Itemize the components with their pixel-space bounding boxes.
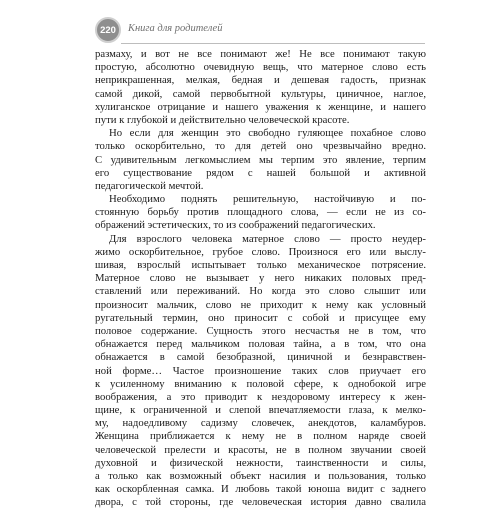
text-line: воображения, а это приводит к нездоровому интересу к жен- (95, 390, 426, 403)
text-line: С удивительным легкомыслием мы терпим это явление, терпим (95, 153, 426, 166)
text-line: как оскорбленная самка. И любовь такой юноша видит с заднего (95, 483, 426, 496)
body-text (95, 48, 426, 510)
text-line: шивая, взрослый испытывает только механическое потрясение. (95, 259, 426, 271)
text-line: стоянную борьбу против площадного слова, — если не из со- (95, 206, 426, 219)
text-line: Но если для женщин это свободно гуляющее похабное слово (109, 127, 426, 140)
text-line: ставлений или переживаний. Но когда это слово слышит или (95, 285, 426, 298)
text-line: щине, к ограниченной и слепой впечатляемости глаза, к мелко- (95, 404, 426, 417)
text-line: самой дикой, самой первобытной культуры, циничное, наглое, (95, 87, 426, 100)
text-line: к усиленному вниманию к половой сфере, к однобокой игре (95, 377, 426, 390)
text-line: духовной и физической нежности, таинственности и силы, (95, 456, 426, 469)
text-line: половое содержание. Сущность этого несчастья не в том, что (95, 324, 426, 337)
text-line: произносит мальчик, слово не приходит к нему как условный (95, 298, 426, 311)
text-line: размаху, и вот не все понимают же! Не все понимают такую (95, 48, 426, 60)
text-line: ной форме… Частое произношение таких слов приучает его (95, 364, 426, 377)
text-line: жимо оскорбительное, грубое слово. Произнося его или выслу- (95, 245, 426, 258)
page-number-badge: 220 (95, 17, 121, 43)
text-line: обнажается в самой безобразной, циничной и безнравствен- (95, 351, 426, 364)
text-line: пути к глубокой и действительно человеческой красоте. (95, 113, 350, 126)
text-line: Необходимо поднять решительную, настойчивую и по- (109, 193, 426, 206)
text-line: его существование рядом с нашей большой и активной (95, 166, 426, 179)
text-line: Матерное слово не вызывает у него никаких половых пред- (95, 272, 426, 285)
running-title: Книга для родителей (128, 23, 223, 34)
text-line: двора, с той стороны, где человеческая история давно свалила (95, 496, 426, 509)
text-line: му, надоедливому садизму словечек, анекдотов, каламбуров. (95, 417, 426, 430)
text-line: педагогической мечтой. (95, 179, 204, 192)
text-line: а только как возможный объект насилия и пользования, только (95, 470, 426, 482)
text-line: простую, абсолютно очевидную вещь, что матерное слово есть (95, 61, 426, 74)
header-rule (121, 43, 425, 44)
text-line: хулиганское отрицание и нашего уважения к женщине, и нашего (95, 100, 426, 113)
text-line: Женщина приближается к нему не в полном наряде своей (95, 430, 426, 443)
text-line: только оскорбительно, то для детей оно чрезвычайно вредно. (95, 140, 426, 153)
text-line: человеческой прелести и красоты, не в полном звучании своей (95, 443, 426, 456)
text-line: обнажается перед мальчиком половая тайна, а в том, что она (95, 338, 426, 351)
text-line: ображений эстетических, то из соображений педагогических. (95, 219, 376, 232)
page-header (95, 17, 425, 43)
text-line: Для взрослого человека матерное слово — просто неудер- (109, 232, 426, 245)
text-line: неприкрашенная, мелкая, бедная и дешевая гадость, признак (95, 74, 426, 87)
text-line: ругательный термин, оно приносит с собой и присущее ему (95, 311, 426, 324)
